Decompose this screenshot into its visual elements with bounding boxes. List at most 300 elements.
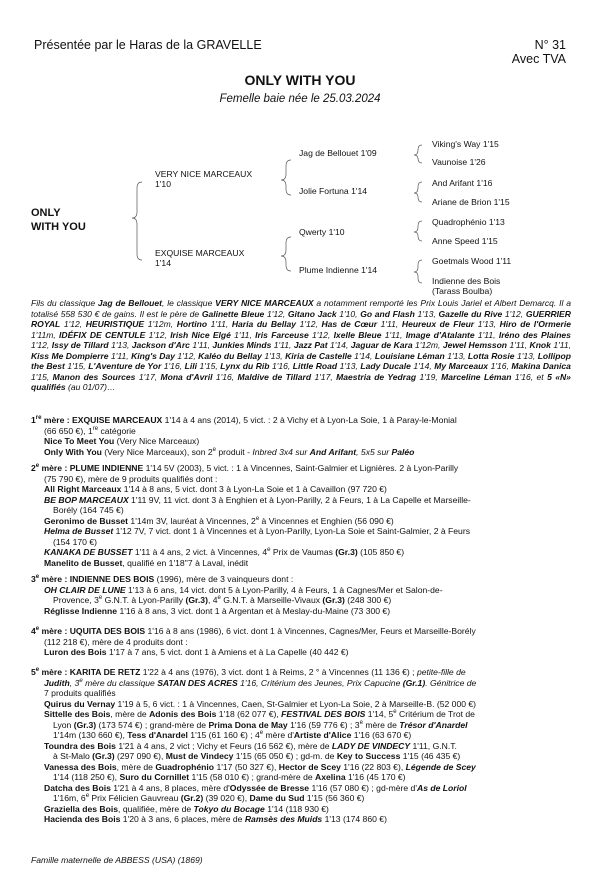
text-run: HEURISTIQUE bbox=[85, 319, 145, 330]
section-line bbox=[31, 574, 576, 585]
text-run: (Gr.2) bbox=[180, 793, 204, 803]
text-run: My Marceaux bbox=[434, 361, 489, 372]
text-run: Geronimo de Busset bbox=[44, 515, 129, 526]
text-run: (Gr.3) bbox=[185, 595, 208, 605]
text-run: mère : KARITA DE RETZ bbox=[39, 667, 141, 677]
bracket-dd bbox=[414, 260, 422, 283]
text-run: e bbox=[267, 547, 271, 554]
text-run: Haria du Bellay bbox=[231, 319, 297, 330]
bracket-ss bbox=[414, 145, 422, 163]
text-run: petite-fille de bbox=[416, 667, 466, 677]
text-run: , 4 bbox=[207, 595, 218, 605]
text-run: 1'16, et bbox=[511, 371, 548, 382]
text-run: 1'17 (50 327 €), bbox=[214, 761, 279, 772]
text-run: . Génitrice de bbox=[425, 677, 477, 688]
text-run: 1'16 (45 170 €) bbox=[345, 772, 406, 782]
bracket-sd bbox=[414, 182, 422, 202]
text-run: mère : PLUME INDIENNE bbox=[39, 463, 144, 473]
text-run: e bbox=[259, 730, 264, 737]
section-5th-dam bbox=[31, 667, 576, 825]
text-run: e bbox=[79, 677, 83, 684]
text-run: Little Road bbox=[292, 361, 338, 372]
text-run: 1'16 (57 080 €) ; gd-mère d' bbox=[309, 782, 417, 793]
text-run: 1'15, bbox=[64, 361, 89, 372]
text-run: 1 bbox=[31, 415, 36, 425]
text-run: 1'11, bbox=[474, 329, 499, 340]
section-line bbox=[31, 783, 576, 794]
text-run: Dame du Sud bbox=[249, 793, 305, 803]
text-run: Maestria de Yedrag bbox=[336, 371, 417, 382]
text-run: As de Loriol bbox=[416, 782, 467, 793]
text-run: mère du classique bbox=[82, 677, 158, 688]
section-line bbox=[31, 415, 576, 426]
text-run: Hiro de l'Ormerie bbox=[499, 319, 571, 330]
text-run: (Very Nice Marceaux), son 2 bbox=[101, 446, 213, 457]
dam bbox=[155, 248, 244, 268]
text-run: 1'12, bbox=[31, 340, 52, 351]
text-run: Jaguar de Kara bbox=[350, 340, 413, 351]
text-run: a notamment remporté les Prix Louis Jariel et Albert Demarcq. Il a totalisé 558 530 € de gains. Il est le père de bbox=[31, 298, 571, 319]
text-run: 1'13, bbox=[108, 340, 132, 351]
text-run: Borély (164 745 €) bbox=[53, 505, 124, 515]
text-run: Mona d'Avril bbox=[160, 371, 213, 382]
text-run: Key to Success bbox=[336, 751, 401, 761]
text-run: 1'11 9V, 11 vict. dont 3 à Enghien et à Lyon-Parilly, 2 à Feurs, 1 à La Capelle et Marseille- bbox=[128, 494, 471, 505]
section-line bbox=[31, 793, 576, 804]
dds: Goetmals Wood 1'11 bbox=[432, 256, 512, 266]
text-run: L'Aventure de Yor bbox=[88, 361, 162, 372]
text-run: , le classique bbox=[162, 298, 216, 308]
text-run: e bbox=[393, 709, 397, 716]
section-line bbox=[31, 637, 576, 648]
footer-family: Famille maternelle de ABBESS (USA) (1869) bbox=[31, 855, 203, 865]
text-run: 1'12, bbox=[264, 308, 288, 319]
text-run: Ixelle Bleue bbox=[333, 329, 382, 340]
text-run: 1'12 7V, 7 vict. dont 1 à Vincennes et à Lyon-Parilly, Lyon-La Soie et Saint-Galmier, 2 à Feurs bbox=[113, 526, 470, 536]
text-run: (154 170 €) bbox=[53, 536, 97, 547]
section-line bbox=[31, 436, 576, 447]
ddd-sire: (Tarass Boulba) bbox=[432, 286, 493, 296]
section-line bbox=[31, 730, 576, 741]
bracket-subject bbox=[132, 182, 142, 260]
bracket-dam bbox=[281, 237, 291, 271]
text-run: Prix de Vaumas bbox=[270, 547, 336, 557]
section-line bbox=[31, 484, 576, 495]
text-run: produit - bbox=[216, 446, 253, 457]
ddd-name: Indienne des Bois bbox=[432, 276, 501, 286]
text-run: 1'17 à 7 ans, 5 vict. dont 1 à Amiens et à La Capelle (40 442 €) bbox=[106, 647, 349, 657]
text-run: Must de Vindecy bbox=[165, 751, 234, 761]
section-3rd-dam bbox=[31, 574, 576, 616]
text-run: (Gr.3) bbox=[335, 547, 358, 557]
text-run: (112 218 €), mère de 4 produits dont : bbox=[44, 636, 188, 647]
section-line bbox=[31, 558, 576, 569]
text-run: 2 bbox=[31, 463, 36, 473]
text-run: Provence, 3 bbox=[53, 595, 99, 605]
sds: And Arifant 1'16 bbox=[432, 178, 493, 188]
text-run: 5 «N» qualifiés bbox=[31, 371, 571, 393]
text-run: 1'16, bbox=[212, 371, 238, 382]
text-run: e bbox=[35, 667, 40, 674]
text-run: (105 850 €) bbox=[357, 547, 405, 557]
text-run: Galinette Bleue bbox=[201, 308, 265, 319]
text-run: e bbox=[85, 793, 90, 800]
text-run: 1'12m, bbox=[412, 340, 443, 351]
text-run: 1'12m, bbox=[144, 319, 177, 330]
text-run: 1'15 (56 360 €) bbox=[304, 793, 365, 803]
text-run: 1'16, bbox=[161, 361, 185, 372]
ddd bbox=[432, 276, 500, 296]
dam-time: 1'14 bbox=[155, 258, 171, 268]
text-run: 1'21 à 4 ans, 8 places, mère d' bbox=[110, 782, 230, 793]
text-run: 1'14, bbox=[351, 350, 375, 361]
text-run: 1'22 à 4 ans (1976), 3 vict. dont 1 à Reims, 2 ° à Vincennes (11 136 €) ; bbox=[140, 667, 417, 677]
text-run: Quirus du Vernay bbox=[44, 698, 116, 709]
text-run: Manon des Sources bbox=[52, 371, 136, 382]
text-run: G.N.T. à Marseille-Vivaux bbox=[220, 595, 323, 605]
text-run: Kaléo du Bellay bbox=[198, 350, 262, 361]
sss: Viking's Way 1'15 bbox=[432, 139, 499, 149]
text-run: 1'20 à 3 ans, 6 places, mère de bbox=[120, 814, 245, 824]
text-run: SATAN DES ACRES bbox=[157, 677, 238, 688]
text-run: Hector de Scey bbox=[278, 761, 341, 772]
text-run: 1'16, Critérium des Jeunes, Prix Capucine bbox=[237, 677, 403, 688]
presenter-text: Présentée par le Haras de la GRAVELLE bbox=[34, 38, 262, 52]
text-run: Lili bbox=[184, 361, 197, 372]
text-run: 1'13, bbox=[261, 350, 286, 361]
text-run: 1'13, bbox=[474, 319, 500, 330]
sire-name: VERY NICE MARCEAUX bbox=[155, 169, 253, 179]
bracket-sire bbox=[281, 160, 291, 195]
text-run: 1'13, bbox=[444, 350, 468, 361]
text-run: Réglisse Indienne bbox=[44, 605, 118, 616]
text-run: Guadrophénio bbox=[155, 761, 215, 772]
text-run: re bbox=[35, 415, 42, 422]
text-run: (Gr.3) bbox=[322, 595, 345, 605]
tva-label: Avec TVA bbox=[511, 52, 566, 66]
text-run: 1'14, 5 bbox=[365, 709, 394, 719]
text-run: e bbox=[212, 446, 217, 453]
text-run: Lotta Rosie bbox=[467, 350, 515, 361]
text-run: Helma de Busset bbox=[44, 526, 114, 536]
text-run: Kiria de Castelle bbox=[285, 350, 352, 361]
section-line bbox=[31, 709, 576, 720]
section-4th-dam bbox=[31, 626, 576, 658]
text-run: Has de Cœur bbox=[321, 319, 378, 330]
text-run: 1'13 à 6 ans, 14 vict. dont 5 à Lyon-Parilly, 4 à Feurs, 1 à Cagnes/Mer et Salon-de- bbox=[125, 584, 443, 595]
text-run: Tess d'Anardel bbox=[127, 730, 188, 740]
dsd: Anne Speed 1'15 bbox=[432, 236, 498, 246]
text-run: GUERRIER ROYAL bbox=[31, 308, 571, 330]
text-run: e bbox=[35, 574, 40, 581]
text-run: Heureux de Fleur bbox=[401, 319, 475, 330]
text-run: 1'16m, 6 bbox=[53, 793, 86, 803]
text-run: e bbox=[98, 595, 103, 602]
text-run: Sittelle des Bois bbox=[44, 709, 111, 719]
text-run: Hacienda des Bois bbox=[44, 814, 121, 824]
dam-sire: Qwerty 1'10 bbox=[299, 227, 345, 237]
text-run: Ramsès des Muids bbox=[244, 814, 323, 824]
section-line bbox=[31, 647, 576, 658]
text-run: IDÉFIX DE CENTULE bbox=[59, 329, 146, 340]
section-line bbox=[31, 595, 576, 606]
text-run: 1'15 (61 160 €) ; 4 bbox=[187, 730, 260, 740]
text-run: Knok bbox=[529, 340, 551, 351]
text-run: 1'12, bbox=[60, 319, 86, 330]
text-run: 1'12, bbox=[502, 308, 526, 319]
section-line bbox=[31, 814, 576, 825]
text-run: mère d' bbox=[263, 730, 294, 740]
text-run: (248 300 €) bbox=[344, 595, 392, 605]
section-line bbox=[31, 426, 576, 437]
text-run: Iris Farceuse bbox=[255, 329, 309, 340]
text-run: , qualifié en 1'18''7 à Laval, inédit bbox=[122, 557, 249, 568]
text-run: Luron des Bois bbox=[44, 647, 107, 657]
text-run: 1'11, bbox=[108, 350, 132, 361]
text-run: 1'18 (62 077 €), bbox=[216, 709, 282, 719]
text-run: 1'19 à 5, 6 vict. : 1 à Vincennes, Caen, St-Galmier et Lyon-La Soie, 2 à Marseille-B. (52 000 €) bbox=[115, 698, 477, 709]
section-line bbox=[31, 516, 576, 527]
text-run: 1'16, bbox=[269, 361, 293, 372]
section-line bbox=[31, 606, 576, 617]
text-run: e bbox=[217, 595, 221, 602]
text-run: And Arifant bbox=[309, 446, 357, 457]
dam-name: EXQUISE MARCEAUX bbox=[155, 248, 245, 258]
text-run: Image d'Atalante bbox=[405, 329, 475, 340]
text-run: 5 bbox=[31, 667, 36, 677]
text-run: Gazelle du Rive bbox=[438, 308, 503, 319]
section-line bbox=[31, 495, 576, 506]
text-run: Lollipop the Best bbox=[31, 350, 571, 372]
text-run: 1'14 5V (2003), 5 vict. : 1 à Vincennes, Saint-Galmier et Lignières. 2 à Lyon-Parilly bbox=[143, 463, 459, 473]
text-run: Lady Ducale bbox=[360, 361, 411, 372]
section-line bbox=[31, 626, 576, 637]
text-run: 1'16 à 8 ans, 3 vict. dont 1 à Argentan et à Meslay-du-Maine (73 300 €) bbox=[117, 605, 391, 616]
section-line bbox=[31, 720, 576, 731]
text-run: Maldive de Tillard bbox=[237, 371, 312, 382]
text-run: 1'11, bbox=[271, 340, 294, 351]
text-run: Issy de Tillard bbox=[51, 340, 109, 351]
text-run: Inbred 3x4 bbox=[252, 446, 293, 457]
section-1st-dam bbox=[31, 415, 576, 457]
text-run: 1'17, bbox=[311, 371, 337, 382]
dam-dam: Plume Indienne 1'14 bbox=[299, 265, 378, 275]
text-run: , mère de bbox=[116, 761, 156, 772]
text-run: Lynx du Rib bbox=[220, 361, 270, 372]
section-line bbox=[31, 762, 576, 773]
text-run: 1'11, bbox=[230, 329, 256, 340]
text-run: (Gr.3) bbox=[73, 719, 97, 730]
sire-paragraph bbox=[31, 298, 571, 393]
page-subtitle: Femelle baie née le 25.03.2024 bbox=[219, 93, 381, 105]
sdd: Ariane de Brion 1'15 bbox=[432, 197, 510, 207]
text-run: 1'15, bbox=[31, 371, 53, 382]
text-run: 1'10, bbox=[336, 308, 361, 319]
text-run: King's Day bbox=[131, 350, 175, 361]
text-run: Louisiane Léman bbox=[374, 350, 445, 361]
text-run: e bbox=[35, 626, 40, 633]
text-run: 1'11, G.N.T. bbox=[410, 740, 457, 751]
text-run: 1'11 à 4 ans, 2 vict. à Vincennes, 4 bbox=[132, 547, 268, 557]
sire bbox=[155, 169, 252, 189]
text-run: Judith bbox=[44, 677, 70, 688]
text-run: 1'16 (63 670 €) bbox=[351, 730, 412, 740]
text-run: LADY DE VINDECY bbox=[331, 740, 411, 751]
text-run: 4 bbox=[31, 626, 36, 636]
text-run: mère : INDIENNE DES BOIS bbox=[39, 574, 155, 584]
text-run: KANAKA DE BUSSET bbox=[44, 547, 133, 557]
text-run: 1'11, bbox=[507, 340, 530, 351]
text-run: e bbox=[35, 463, 40, 470]
section-line bbox=[31, 505, 576, 516]
text-run: e bbox=[255, 515, 260, 522]
text-run: à St-Malo bbox=[53, 751, 93, 761]
text-run: (173 574 €) ; grand-mère de bbox=[96, 719, 209, 730]
page-title: ONLY WITH YOU bbox=[244, 72, 356, 88]
text-run: 1'16 à 8 ans (1986), 6 vict. dont 1 à Vincennes, Cagnes/Mer, Feurs et Marseille-Borély bbox=[145, 626, 476, 636]
text-run: (66 650 €), 1 bbox=[44, 425, 93, 436]
text-run: , mère de bbox=[110, 709, 150, 719]
section-line bbox=[31, 474, 576, 485]
text-run: 1'12, bbox=[308, 329, 334, 340]
text-run: Lyon bbox=[53, 719, 74, 730]
dss: Quadrophénio 1'13 bbox=[432, 217, 505, 227]
section-line bbox=[31, 547, 576, 558]
text-run: Paléo bbox=[391, 446, 415, 457]
text-run: 1'16 (22 803 €), bbox=[340, 761, 406, 772]
text-run: 1'12, bbox=[174, 350, 199, 361]
text-run: 1'13, bbox=[514, 350, 538, 361]
text-run: , 5x5 sur bbox=[356, 446, 392, 457]
section-2nd-dam bbox=[31, 463, 576, 568]
text-run: Graziella des Bois bbox=[44, 803, 119, 814]
text-run: re bbox=[92, 425, 99, 432]
text-run: Jewel Hemsson bbox=[442, 340, 508, 351]
text-run: G.N.T. à Lyon-Parilly bbox=[102, 595, 186, 605]
text-run: Jag de Bellouet bbox=[97, 298, 162, 308]
text-run: Odyssée de Bresse bbox=[229, 782, 310, 793]
text-run: mère de bbox=[362, 719, 400, 730]
text-run: (75 790 €), mère de 9 produits qualifiés dont : bbox=[44, 473, 218, 484]
text-run: OH CLAIR DE LUNE bbox=[44, 584, 126, 595]
text-run: 1'11m, bbox=[31, 329, 60, 340]
text-run: (au 01/07)… bbox=[65, 382, 116, 393]
section-line bbox=[31, 741, 576, 752]
text-run: 1'14m (130 660 €), bbox=[53, 730, 128, 740]
text-run: Makina Danica bbox=[511, 361, 571, 372]
bracket-ds bbox=[414, 221, 422, 241]
text-run: mère : EXQUISE MARCEAUX bbox=[41, 415, 163, 425]
sire-sire: Jag de Bellouet 1'09 bbox=[299, 148, 377, 158]
text-run: 1'16 (59 776 €) ; 3 bbox=[287, 719, 360, 730]
text-run: 1'11, bbox=[550, 340, 571, 351]
text-run: 1'15 (46 435 €) bbox=[400, 751, 461, 761]
sire-dam: Jolie Fortuna 1'14 bbox=[299, 186, 368, 196]
section-line bbox=[31, 804, 576, 815]
text-run: 1'15, bbox=[196, 361, 221, 372]
text-run: Artiste d'Alice bbox=[293, 730, 352, 740]
text-run: 1'13, bbox=[414, 308, 439, 319]
text-run: , 3 bbox=[69, 677, 80, 688]
text-run: Jackson d'Arc bbox=[131, 340, 190, 351]
text-run: 1'14 à 8 ans, 5 vict. dont 3 à Lyon-La Soie et 1 à Cavaillon (97 720 €) bbox=[121, 484, 387, 494]
text-run: Datcha des Bois bbox=[44, 782, 111, 793]
text-run: catégorie bbox=[98, 425, 136, 436]
subject-name-line2: WITH YOU bbox=[31, 221, 86, 233]
text-run: 1'11, bbox=[189, 340, 213, 351]
text-run: Only With You bbox=[44, 446, 102, 457]
text-run: Adonis des Bois bbox=[149, 709, 217, 719]
text-run: Légende de Scey bbox=[405, 761, 476, 772]
section-line bbox=[31, 447, 576, 458]
text-run: Trésor d'Anardel bbox=[399, 719, 468, 730]
text-run: 1'16, bbox=[488, 361, 512, 372]
text-run: Junkies Minds bbox=[212, 340, 272, 351]
text-run: 1'11, bbox=[381, 329, 406, 340]
text-run: Prima Dona de May bbox=[208, 719, 288, 730]
text-run: 1'14, bbox=[410, 361, 435, 372]
text-run: Kiss Me Dompierre bbox=[31, 350, 109, 361]
text-run: 1'15 (65 050 €) ; gd-m. de bbox=[233, 751, 337, 761]
section-line bbox=[31, 772, 576, 783]
text-run: 1'14 (118 250 €), bbox=[53, 772, 120, 782]
text-run: 1'13 (174 860 €) bbox=[322, 814, 387, 824]
text-run: (39 020 €), bbox=[203, 793, 250, 803]
text-run: e bbox=[359, 719, 363, 726]
text-run: 1'11, bbox=[207, 319, 232, 330]
text-run: 1'15 (58 010 €) ; grand-mère de bbox=[189, 772, 316, 782]
text-run: Irish Nice Elgé bbox=[170, 329, 231, 340]
lot-number: N° 31 bbox=[534, 38, 566, 52]
text-run: Fils du classique bbox=[31, 298, 98, 308]
section-line bbox=[31, 463, 576, 474]
text-run: 1'14 à 4 ans (2014), 5 vict. : 2 à Vichy et à Lyon-La Soie, 1 à Paray-le-Monial bbox=[162, 415, 457, 425]
text-run: 3 bbox=[31, 574, 36, 584]
text-run: sur bbox=[292, 446, 310, 457]
subject-name bbox=[31, 206, 86, 234]
text-run: Gitano Jack bbox=[287, 308, 337, 319]
text-run: Suro du Cornillet bbox=[119, 772, 190, 782]
text-run: Hortino bbox=[176, 319, 208, 330]
section-line bbox=[31, 585, 576, 596]
text-run: 1'14m 3V, lauréat à Vincennes, 2 bbox=[128, 515, 256, 526]
text-run: , qualifiée, mère de bbox=[118, 803, 194, 814]
text-run: mère : UQUITA DES BOIS bbox=[39, 626, 146, 636]
subject-name-line1: ONLY bbox=[31, 207, 61, 219]
text-run: Prix Félicien Gauvreau bbox=[89, 793, 181, 803]
text-run: (297 090 €), bbox=[114, 751, 166, 761]
text-run: à Vincennes et Enghien (56 090 €) bbox=[259, 515, 394, 526]
text-run: 1'14 (118 930 €) bbox=[264, 803, 329, 814]
text-run: Go and Flash bbox=[360, 308, 415, 319]
text-run: Manelito de Busset bbox=[44, 557, 123, 568]
text-run: 1'21 à 4 ans, 2 vict ; Vichy et Feurs (16 562 €), mère de bbox=[115, 740, 332, 751]
section-line bbox=[31, 537, 576, 548]
text-run: All Right Marceaux bbox=[44, 484, 122, 494]
text-run: Iréno des Plaines bbox=[498, 329, 571, 340]
text-run: 1'19, bbox=[416, 371, 442, 382]
section-line bbox=[31, 678, 576, 689]
section-line bbox=[31, 699, 576, 710]
text-run: (1996), mère de 3 vainqueurs dont : bbox=[154, 574, 294, 584]
text-run: (Gr.3) bbox=[92, 751, 115, 761]
text-run: 1'12, bbox=[296, 319, 322, 330]
text-run: Nice To Meet You bbox=[44, 436, 115, 446]
text-run: Tokyo du Bocage bbox=[193, 803, 265, 814]
text-run: (Gr.1) bbox=[402, 677, 426, 688]
sire-time: 1'10 bbox=[155, 179, 171, 189]
text-run: 1'14, bbox=[327, 340, 351, 351]
